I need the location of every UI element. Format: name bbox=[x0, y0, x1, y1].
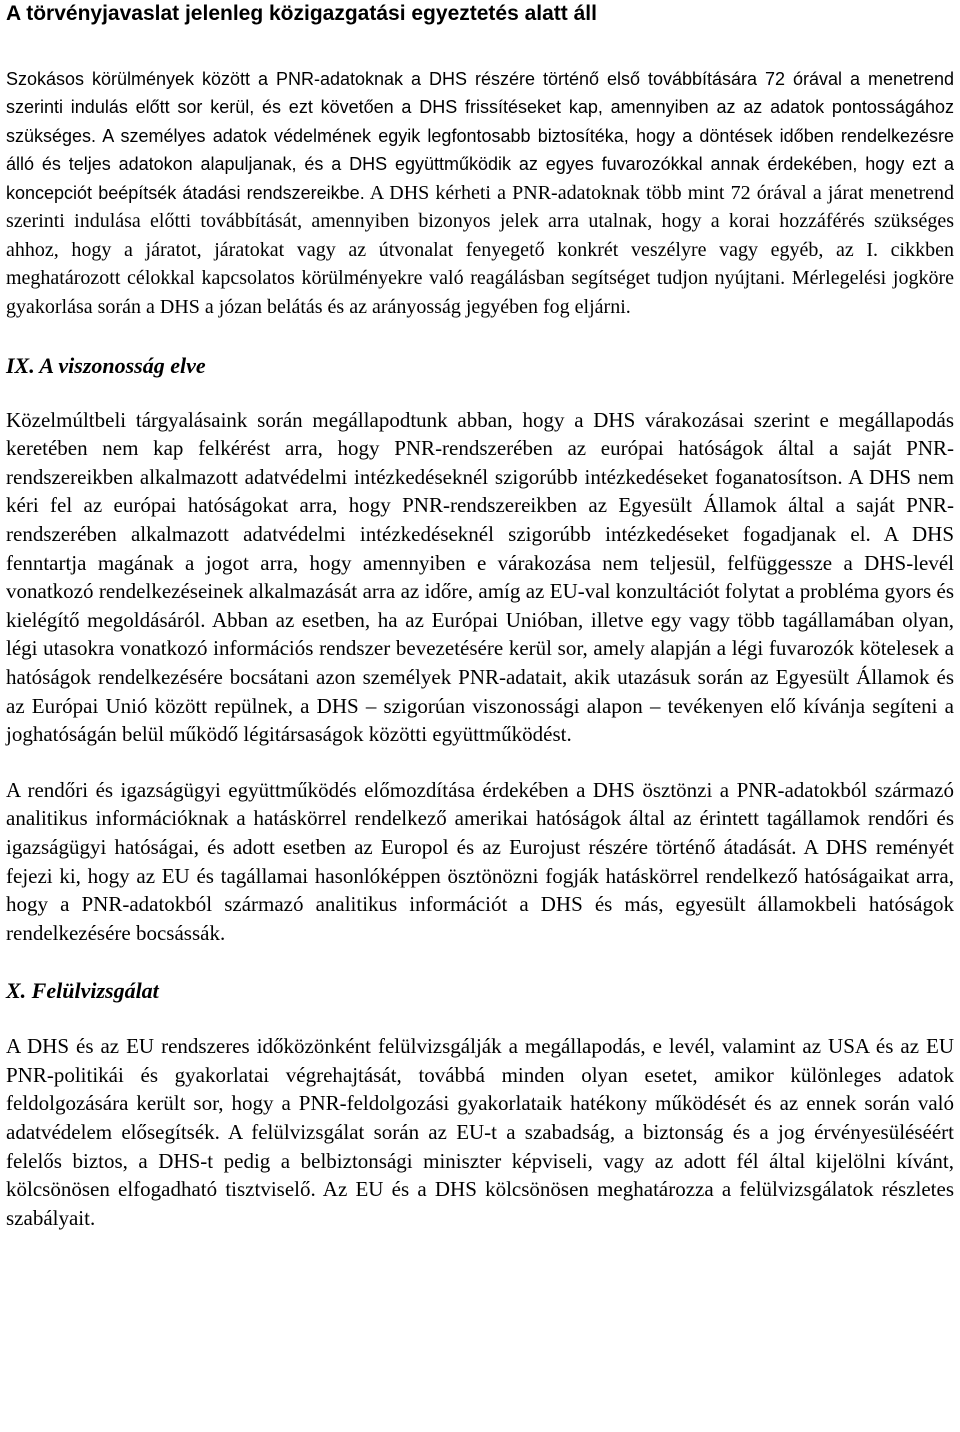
status-banner: A törvényjavaslat jelenleg közigazgatási egyeztetés alatt áll bbox=[6, 2, 597, 25]
paragraph-reciprocity-1: Közelmúltbeli tárgyalásaink során megállapodtunk abban, hogy a DHS várakozásai szerint e megállapodás keretében nem kap felkérést arra, hogy PNR-rendszerében az európai hatóságok által a saját PNR-rendszereikben alkalmazott adatvédelmi intézkedéseknél szigorúbb intézkedéseket foganatosítson. A DHS nem kéri fel az európai hatóságokat arra, hogy PNR-rendszereikben az Egyesült Államok által a saját PNR-rendszerében alkalmazott adatvédelmi intézkedéseknél szigorúbb intézkedéseket fogadjanak el. A DHS fenntartja magának a jogot arra, hogy amennyiben e várakozása nem teljesül, felfüggessze a DHS-levél vonatkozó rendelkezéseinek alkalmazását arra az időre, amíg az EU-val konzultációt folytat a probléma gyors és kielégítő megoldásáról. Abban az esetben, ha az Európai Unióban, illetve egy vagy több tagállamában olyan, légi utasokra vonatkozó információs rendszer bevezetésére kerül sor, amely alapján a légi fuvarozók kötelesek a hatóságok rendelkezésére bocsátani azon személyek PNR-adatait, akik utazásuk során az Egyesült Államok és az Európai Unió között repülnek, a DHS – szigorúan viszonossági alapon – tevékenyen elő kívánja segíteni a joghatóságán belül működő légitársaságok közötti együttműködést. bbox=[6, 407, 954, 747]
section-heading-review: X. Felülvizsgálat bbox=[6, 978, 159, 1004]
paragraph-pnr-transfer-serif-text: A DHS kérheti a PNR-adatoknak több mint 72 órával a járat menetrend szerinti indulása előtti továbbítását, amennyiben bizonyos jelek arra utalnak, hogy a korai hozzáférés szükséges ahhoz, hogy a járatot, járatokat vagy az útvonalat fenyegető konkrét veszélyre vagy egyéb, az I. cikkben meghatározott célokkal kapcsolatos körülményekre való reagálásban segítséget tudjon nyújtani. Mérlegelési jogköre gyakorlása során a DHS a józan belátás és az arányosság jegyében fog eljárni. bbox=[6, 181, 955, 318]
document-page bbox=[6, 0, 954, 1232]
paragraph-reciprocity-2: A rendőri és igazságügyi együttműködés előmozdítása érdekében a DHS ösztönzi a PNR-adatokból származó analitikus információknak a hatáskörrel rendelkező amerikai hatóságok által az érintett tagállamok rendőri és igazságügyi hatóságai, és adott esetben az Europol és az Eurojust részére történő átadását. A DHS reményét fejezi ki, hogy az EU és tagállamai hasonlóképpen ösztönözni fogják hatáskörrel rendelkező hatóságaikat arra, hogy a PNR-adatokból származó analitikus információt a DHS és más, egyesült államokbeli hatóságok rendelkezésére bocsássák. bbox=[6, 777, 954, 945]
paragraph-pnr-transfer bbox=[6, 65, 954, 322]
paragraph-review: A DHS és az EU rendszeres időközönként felülvizsgálják a megállapodás, e levél, valamint az USA és az EU PNR-politikái és gyakorlatai végrehajtását, továbbá minden olyan esetet, amikor különleges adatok feldolgozására került sor, hogy a PNR-feldolgozási gyakorlataik hatékony működését és az ennek során való adatvédelem elősegítsék. A felülvizsgálat során az EU-t a szabadság, a biztonság és a jog érvényesüléséért felelős biztos, a DHS-t pedig a belbiztonsági miniszter képviseli, vagy az adott fél által kijelölni kívánt, kölcsönösen elfogadható tisztviselő. Az EU és a DHS kölcsönösen meghatározza a felülvizsgálatok részletes szabályait. bbox=[6, 1034, 954, 1230]
paragraph-pnr-transfer-sans-text: Szokásos körülmények között a PNR-adatoknak a DHS részére történő első továbbítására 72 órával a menetrend szerinti indulás előtt sor kerül, és ezt követően a DHS frissítéseket kap, amennyiben az az adatok pontosságához szükséges. A személyes adatok védelmének egyik legfontosabb biztosítéka, hogy a döntések időben rendelkezésre álló és teljes adatokon alapuljanak, és a DHS együttműködik az egyes fuvarozókkal annak érdekében, hogy ezt a koncepciót beépítsék átadási rendszereikbe. bbox=[6, 69, 954, 203]
section-heading-reciprocity: IX. A viszonosság elve bbox=[6, 352, 206, 378]
